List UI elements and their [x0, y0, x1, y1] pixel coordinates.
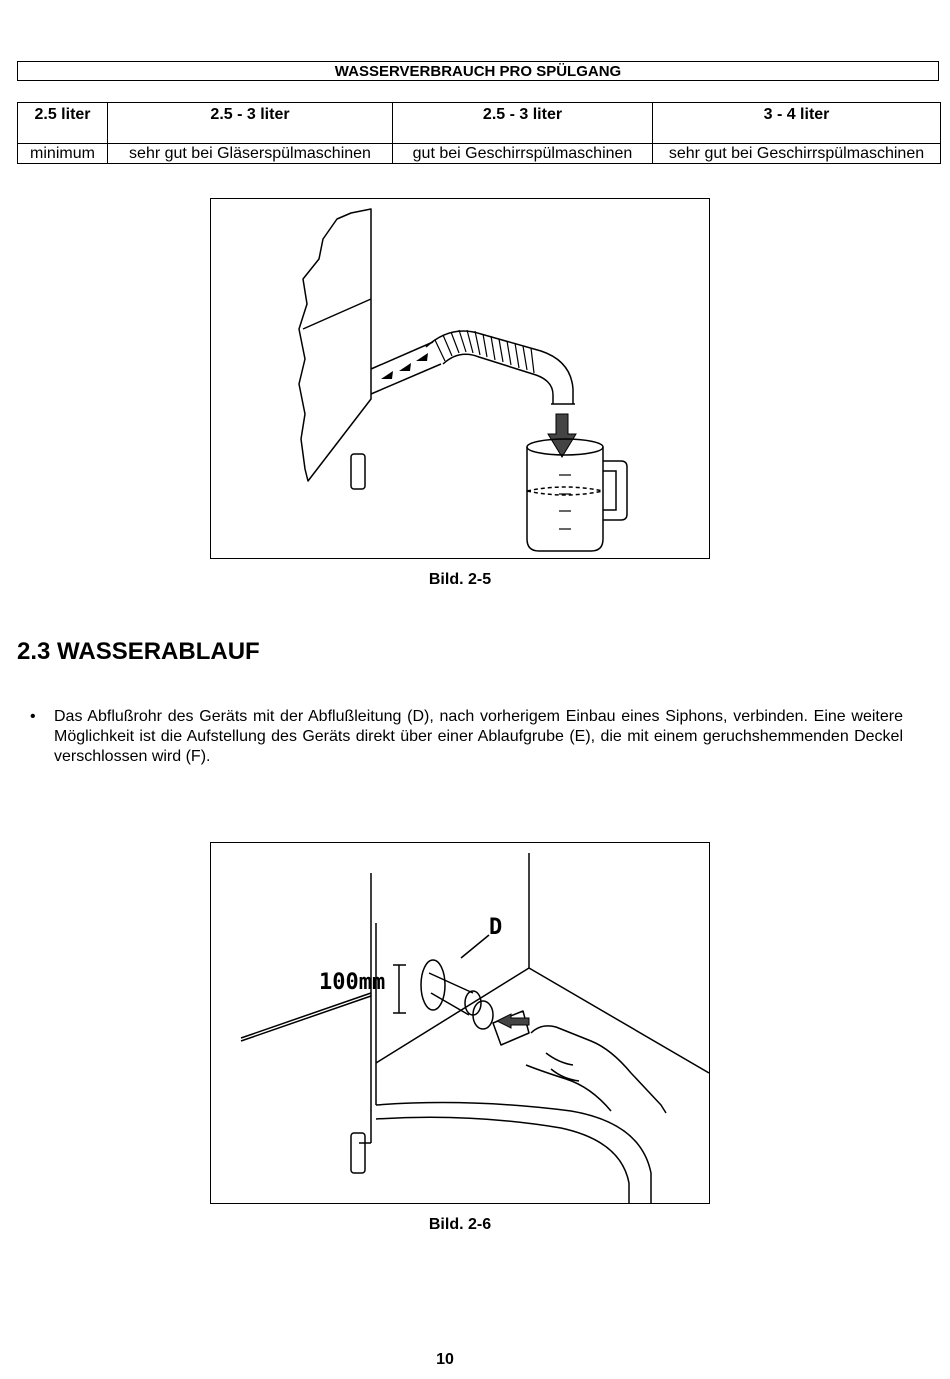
section-bullet-text: Das Abflußrohr des Geräts mit der Abflußleitung (D), nach vorherigem Einbau eines Siphons, verbinden. Eine weitere Möglichkeit ist die Aufstellung des Geräts direkt über einer Ablaufgrube (E), die mit einem geruchshemmenden Deckel verschlossen wird (F).	[54, 708, 903, 765]
figure-caption-2-5: Bild. 2-5	[428, 571, 492, 588]
table-cell-description: gut bei Geschirrspülmaschinen	[393, 144, 653, 164]
drain-hose-jug-illustration	[211, 199, 709, 558]
table-cell-amount: 2.5 - 3 liter	[108, 103, 393, 144]
table-cell-description: sehr gut bei Gläserspülmaschinen	[108, 144, 393, 164]
table-cell-amount: 3 - 4 liter	[653, 103, 941, 144]
figure-caption-2-6: Bild. 2-6	[428, 1216, 492, 1233]
table-cell-amount: 2.5 - 3 liter	[393, 103, 653, 144]
drain-connection-illustration	[211, 843, 709, 1203]
figure-drain-hose-jug	[210, 198, 710, 559]
table-title: WASSERVERBRAUCH PRO SPÜLGANG	[17, 61, 939, 81]
label-d: D	[489, 915, 503, 940]
section-heading: 2.3 WASSERABLAUF	[17, 638, 260, 665]
water-consumption-table	[17, 102, 941, 164]
bullet-icon: •	[30, 708, 36, 725]
table-header-row	[18, 103, 941, 144]
figure-drain-connection	[210, 842, 710, 1204]
label-100mm: 100mm	[319, 970, 386, 995]
table-cell-description: sehr gut bei Geschirrspülmaschinen	[653, 144, 941, 164]
table-cell-amount: 2.5 liter	[18, 103, 108, 144]
table-cell-description: minimum	[18, 144, 108, 164]
table-body-row	[18, 144, 941, 164]
page-number: 10	[436, 1351, 454, 1368]
